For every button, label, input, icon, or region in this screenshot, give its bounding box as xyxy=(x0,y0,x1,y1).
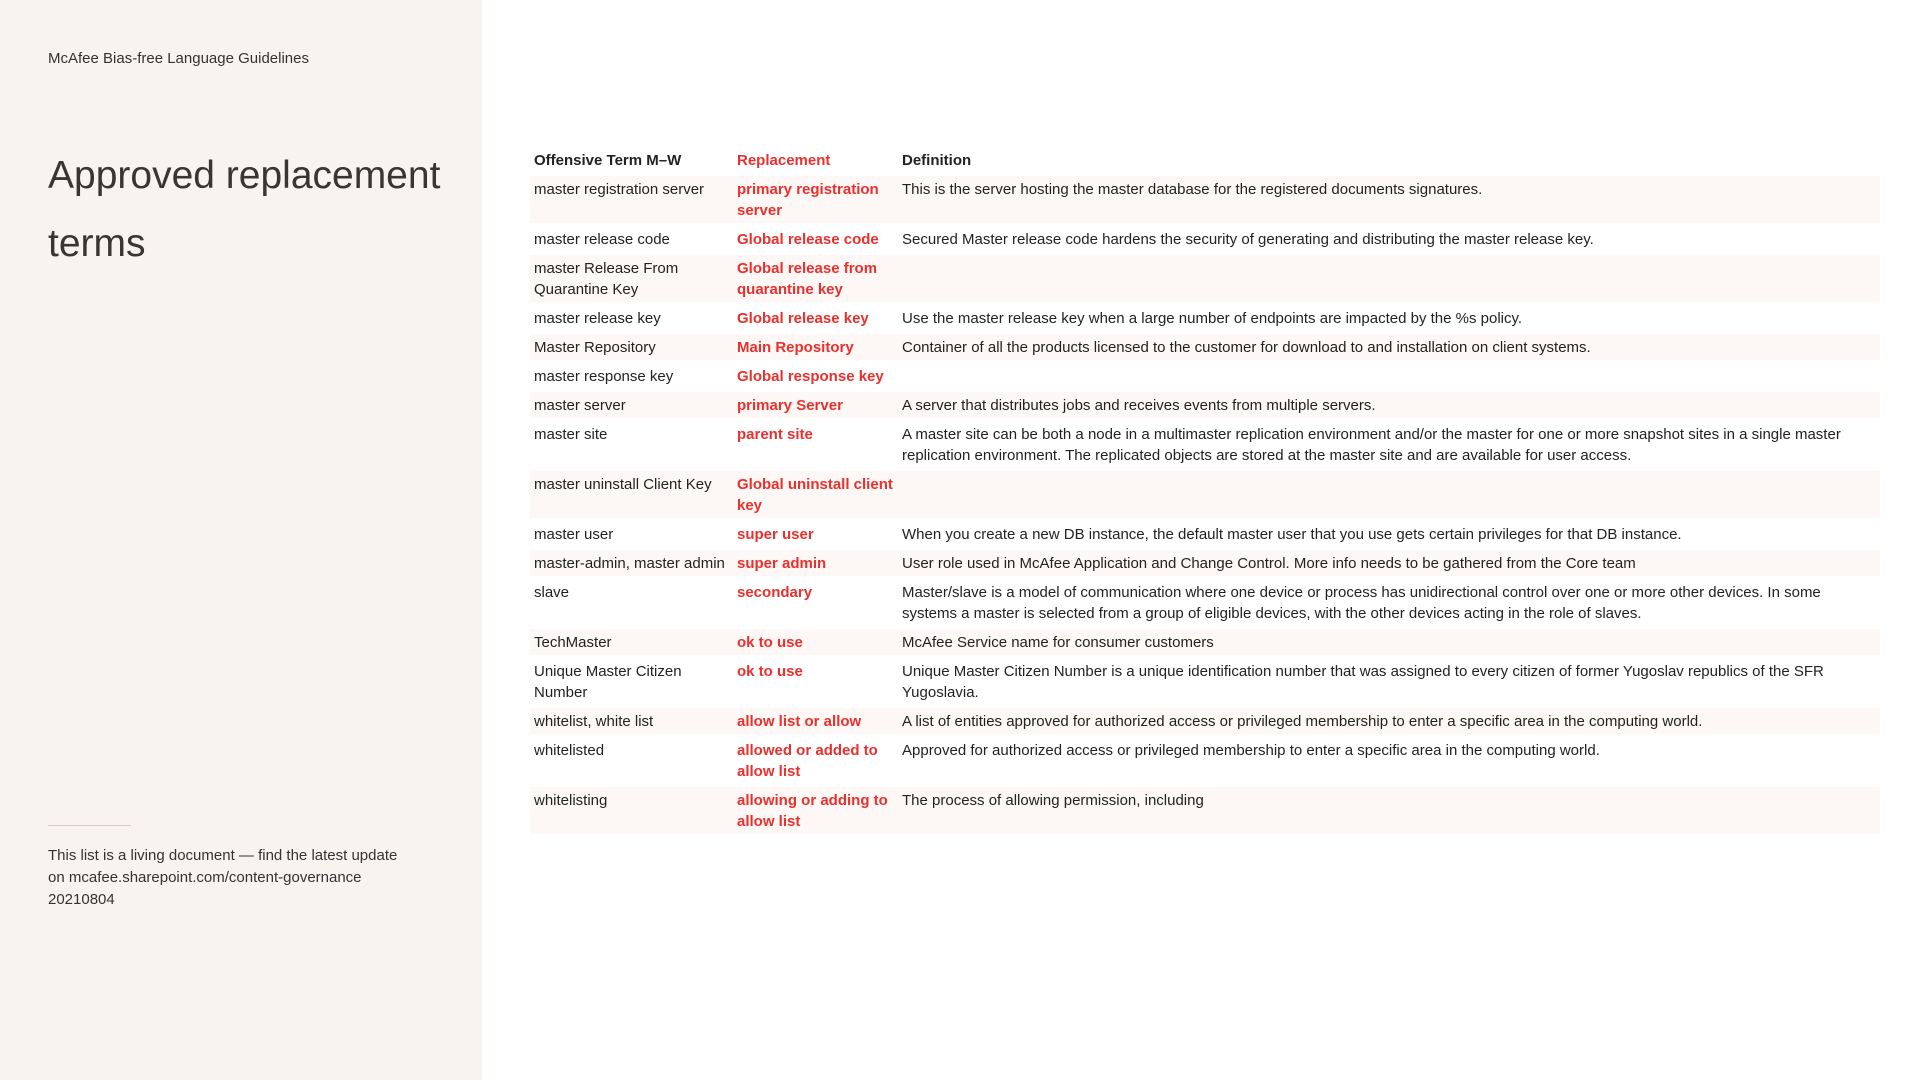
table-row xyxy=(530,657,1880,707)
term-cell: master server xyxy=(530,391,733,420)
definition-cell: This is the server hosting the master database for the registered documents signatures. xyxy=(898,175,1880,225)
table-row xyxy=(530,420,1880,470)
replacement-cell: Global uninstall client key xyxy=(733,470,898,520)
table-row xyxy=(530,175,1880,225)
replacement-cell: allowing or adding to allow list xyxy=(733,786,898,835)
definition-cell: A list of entities approved for authorized access or privileged membership to enter a specific area in the computing world. xyxy=(898,707,1880,736)
term-cell: slave xyxy=(530,578,733,628)
definition-cell: Use the master release key when a large number of endpoints are impacted by the %s policy. xyxy=(898,304,1880,333)
term-cell: master registration server xyxy=(530,175,733,225)
definition-cell: Container of all the products licensed to the customer for download to and installation on client systems. xyxy=(898,333,1880,362)
definition-cell: Approved for authorized access or privileged membership to enter a specific area in the computing world. xyxy=(898,736,1880,786)
table-row xyxy=(530,304,1880,333)
definition-cell: A master site can be both a node in a multimaster replication environment and/or the master for one or more snapshot sites in a single master replication environment. The replicated objects are stored at the master site and are available for user access. xyxy=(898,420,1880,470)
page-heading: Approved replacement terms xyxy=(48,154,441,265)
term-cell: master user xyxy=(530,520,733,549)
term-cell: master release key xyxy=(530,304,733,333)
table-row xyxy=(530,520,1880,549)
term-cell: Master Repository xyxy=(530,333,733,362)
replacement-cell: parent site xyxy=(733,420,898,470)
table-row xyxy=(530,254,1880,304)
replacement-cell: ok to use xyxy=(733,628,898,657)
replacement-cell: primary registration server xyxy=(733,175,898,225)
replacement-cell: Main Repository xyxy=(733,333,898,362)
definition-cell: Secured Master release code hardens the security of generating and distributing the master release key. xyxy=(898,225,1880,254)
table-row xyxy=(530,707,1880,736)
term-cell: master release code xyxy=(530,225,733,254)
replacement-cell: allowed or added to allow list xyxy=(733,736,898,786)
footer-note xyxy=(48,845,438,911)
definition-cell: A server that distributes jobs and receives events from multiple servers. xyxy=(898,391,1880,420)
definition-cell: McAfee Service name for consumer customers xyxy=(898,628,1880,657)
term-cell: master-admin, master admin xyxy=(530,549,733,578)
footer-note-line: on mcafee.sharepoint.com/content-governance xyxy=(48,869,362,886)
term-cell: master response key xyxy=(530,362,733,391)
table-row xyxy=(530,470,1880,520)
definition-cell: When you create a new DB instance, the default master user that you use gets certain privileges for that DB instance. xyxy=(898,520,1880,549)
document-title: McAfee Bias-free Language Guidelines xyxy=(48,50,309,67)
column-header-replacement: Replacement xyxy=(737,152,831,169)
column-header-term: Offensive Term M–W xyxy=(534,152,682,169)
terms-table-container xyxy=(530,146,1880,834)
table-row xyxy=(530,391,1880,420)
term-cell: TechMaster xyxy=(530,628,733,657)
term-cell: master site xyxy=(530,420,733,470)
footer-date: 20210804 xyxy=(48,891,115,908)
replacement-cell: Global response key xyxy=(733,362,898,391)
table-header-row xyxy=(530,146,1880,175)
table-row xyxy=(530,786,1880,835)
definition-cell xyxy=(898,254,1880,304)
replacement-cell: super user xyxy=(733,520,898,549)
replacement-cell: Global release code xyxy=(733,225,898,254)
footer-divider xyxy=(48,825,131,826)
table-row xyxy=(530,578,1880,628)
term-cell: whitelisted xyxy=(530,736,733,786)
definition-cell xyxy=(898,362,1880,391)
replacement-cell: allow list or allow xyxy=(733,707,898,736)
replacement-cell: Global release key xyxy=(733,304,898,333)
definition-cell: Master/slave is a model of communication where one device or process has unidirectional control over one or more other devices. In some systems a master is selected from a group of eligible devices, with the other devices acting in the role of slaves. xyxy=(898,578,1880,628)
replacement-cell: super admin xyxy=(733,549,898,578)
terms-table xyxy=(530,146,1880,834)
term-cell: master uninstall Client Key xyxy=(530,470,733,520)
replacement-cell: Global release from quarantine key xyxy=(733,254,898,304)
term-cell: Unique Master Citizen Number xyxy=(530,657,733,707)
table-row xyxy=(530,225,1880,254)
term-cell: whitelist, white list xyxy=(530,707,733,736)
table-row xyxy=(530,333,1880,362)
term-cell: master Release From Quarantine Key xyxy=(530,254,733,304)
term-cell: whitelisting xyxy=(530,786,733,835)
table-row xyxy=(530,628,1880,657)
definition-cell: User role used in McAfee Application and Change Control. More info needs to be gathered from the Core team xyxy=(898,549,1880,578)
table-row xyxy=(530,736,1880,786)
table-row xyxy=(530,549,1880,578)
column-header-definition: Definition xyxy=(902,152,972,169)
definition-cell: Unique Master Citizen Number is a unique identification number that was assigned to every citizen of former Yugoslav republics of the SFR Yugoslavia. xyxy=(898,657,1880,707)
replacement-cell: primary Server xyxy=(733,391,898,420)
footer-note-line: This list is a living document — find the latest update xyxy=(48,847,398,864)
sidebar xyxy=(0,0,482,1080)
replacement-cell: ok to use xyxy=(733,657,898,707)
definition-cell xyxy=(898,470,1880,520)
replacement-cell: secondary xyxy=(733,578,898,628)
table-row xyxy=(530,362,1880,391)
definition-cell: The process of allowing permission, including xyxy=(898,786,1880,835)
